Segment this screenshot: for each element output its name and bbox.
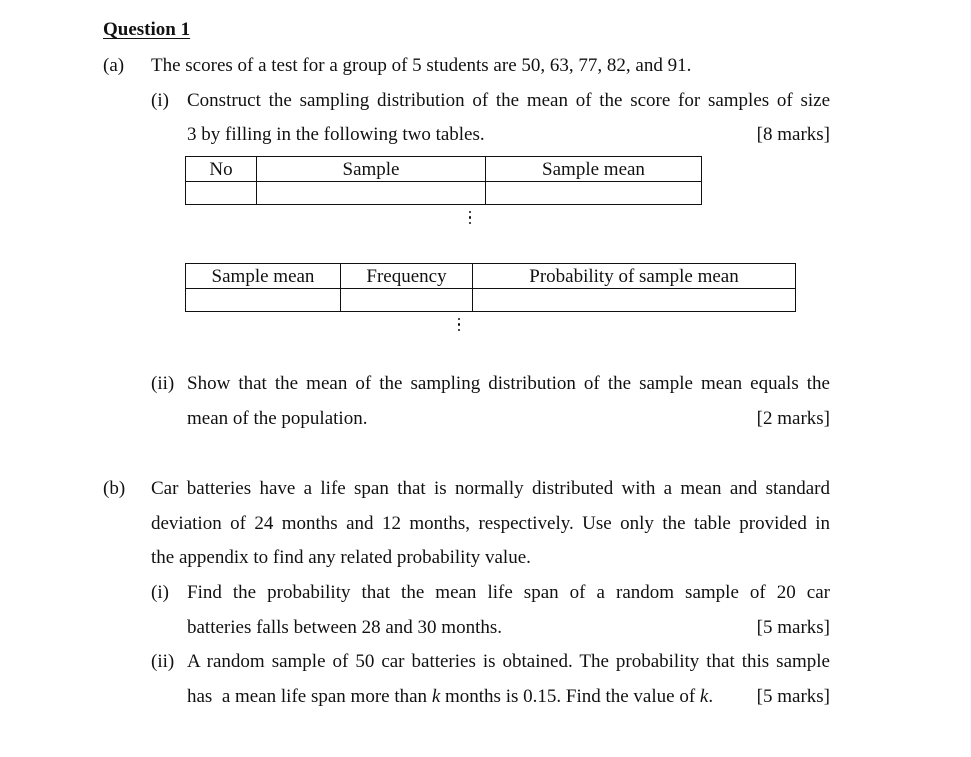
sample-table-cell [486, 182, 702, 205]
part-b-ii-marks: [5 marks] [756, 686, 830, 707]
frequency-table-header-frequency: Frequency [341, 264, 473, 289]
part-b-ii-line2-mid: months is 0.15. Find the value of [440, 686, 700, 707]
sample-table-header-row [186, 157, 702, 182]
part-a-i-label: (i) [151, 90, 169, 111]
frequency-table [185, 263, 796, 312]
part-b-i-label: (i) [151, 582, 169, 603]
question-heading: Question 1 [103, 19, 191, 40]
part-b-line3: the appendix to find any related probability value. [151, 547, 531, 568]
part-b-i-marks: [5 marks] [756, 617, 830, 638]
frequency-table-cell [186, 289, 341, 312]
part-a-ii-label: (ii) [151, 373, 175, 394]
variable-k: k [431, 686, 441, 707]
sample-table-header-no: No [186, 157, 257, 182]
sample-table-cell [186, 182, 257, 205]
part-a-i-line1: Construct the sampling distribution of the mean of the score for samples of size [187, 90, 830, 111]
frequency-table-header-sample-mean: Sample mean [186, 264, 341, 289]
part-b-ii-line2 [187, 687, 713, 706]
frequency-table-header-row [186, 264, 796, 289]
part-a-i-line2: 3 by filling in the following two tables. [187, 124, 485, 145]
part-b-label: (b) [103, 478, 126, 499]
frequency-table-blank-row [186, 289, 796, 312]
frequency-table-cell [341, 289, 473, 312]
sample-table-blank-row [186, 182, 702, 205]
part-b-line1: Car batteries have a life span that is normally distributed with a mean and standard [151, 478, 830, 499]
frequency-table-cell [473, 289, 796, 312]
variable-k: k [699, 686, 709, 707]
part-a-ii-marks: [2 marks] [756, 408, 830, 429]
part-b-ii-line2-pre: has a mean life span more than [187, 686, 432, 707]
part-a-i-marks: [8 marks] [756, 124, 830, 145]
part-b-ii-label: (ii) [151, 651, 175, 672]
part-b-i-line2: batteries falls between 28 and 30 months. [187, 617, 503, 638]
part-a-ii-line1: Show that the mean of the sampling distribution of the sample mean equals the [187, 373, 830, 394]
part-b-i-line1: Find the probability that the mean life span of a random sample of 20 car [187, 582, 830, 603]
part-b-ii-line1: A random sample of 50 car batteries is obtained. The probability that this sample [187, 651, 830, 672]
frequency-table-header-probability: Probability of sample mean [473, 264, 796, 289]
part-b-line2: deviation of 24 months and 12 months, respectively. Use only the table provided in [151, 513, 830, 534]
part-a-ii-line2: mean of the population. [187, 408, 368, 429]
sample-table [185, 156, 702, 205]
part-a-intro: The scores of a test for a group of 5 students are 50, 63, 77, 82, and 91. [151, 55, 692, 76]
sample-table-header-sample-mean: Sample mean [486, 157, 702, 182]
part-b-ii-line2-post: . [708, 686, 714, 707]
part-a-label: (a) [103, 55, 125, 76]
sample-table-header-sample: Sample [257, 157, 486, 182]
continuation-dots-1 [467, 211, 473, 224]
sample-table-cell [257, 182, 486, 205]
continuation-dots-2 [456, 318, 462, 331]
